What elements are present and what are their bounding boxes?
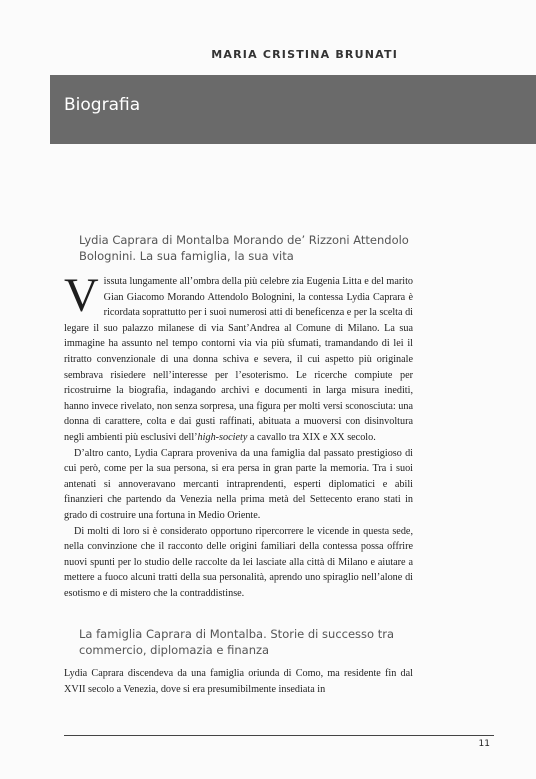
paragraph-4: Lydia Caprara discendeva da una famiglia oriunda di Como, ma residente fin dal XVII secolo a Venezia, dove si era presumibilmente insediata in [64, 668, 413, 695]
page-number: 11 [478, 739, 490, 749]
paragraph-1-end: a cavallo tra XIX e XX secolo. [247, 431, 376, 443]
body-text-section-1 [64, 269, 413, 601]
footer-rule [64, 735, 494, 736]
paragraph-3: Di molti di loro si è considerato opportuno ripercorrere le vicende in questa sede, nella convinzione che il racconto delle origini familiari della contessa possa offrire nuovi spunti per lo studio delle raccolte da lei lasciate alla città di Milano e aiutare a mettere a fuoco alcuni tratti della sua personalità, aprendo uno spiraglio nell’alone di esotismo e di mistero che la contraddistinse. [64, 525, 413, 599]
paragraph-2: D’altro canto, Lydia Caprara proveniva da una famiglia dal passato prestigioso di cui però, come per la sua persona, si era persa in gran parte la memoria. Tra i suoi antenati si annoveravano mercanti intraprendenti, esperti diplomatici e abili finanzieri che partendo da Venezia nella prima metà del Settecento erano stati in grado di costruire una fortuna in Medio Oriente. [64, 447, 413, 521]
subheading-caprara-family: La famiglia Caprara di Montalba. Storie di successo tra commercio, diplomazia e finanza [79, 627, 394, 657]
paragraph-1-text: issuta lungamente all’ombra della più celebre zia Eugenia Litta e del marito Gian Giacomo Morando Attendolo Bolognini, la contessa Lydia Caprara è ricordata soprattutto per i suoi numerosi atti di beneficenza e per la scelta di legare il suo palazzo milanese di via Sant’Andrea al Comune di Milano. La sua immagine ha assunto nel tempo contorni via via più sfumati, tramandando di lei il ritratto convenzionale di una donna schiva e severa, il cui aspetto più originale sembrava risiedere nell’interesse per l’esoterismo. Le ricerche compiute per ricostruirne la biografia, indagando archivi e documenti in larga misura inediti, hanno invece rivelato, non senza sorpresa, una figura per molti versi sconosciuta: una donna di carattere, colta e dai gusti raffinati, abituata a muoversi con disinvoltura negli ambienti più esclusivi dell’ [64, 276, 413, 443]
section-banner [50, 75, 536, 144]
section-title: Biografia [64, 95, 141, 115]
subheading-family-life: Lydia Caprara di Montalba Morando de’ Rizzoni Attendolo Bolognini. La sua famiglia, la sua vita [79, 233, 409, 263]
drop-cap: V [64, 269, 99, 322]
body-text-section-2 [64, 666, 413, 697]
paragraph-1-italic: high-society [197, 431, 248, 443]
paragraph-1 [64, 269, 413, 446]
running-header-author: MARIA CRISTINA BRUNATI [211, 48, 398, 61]
